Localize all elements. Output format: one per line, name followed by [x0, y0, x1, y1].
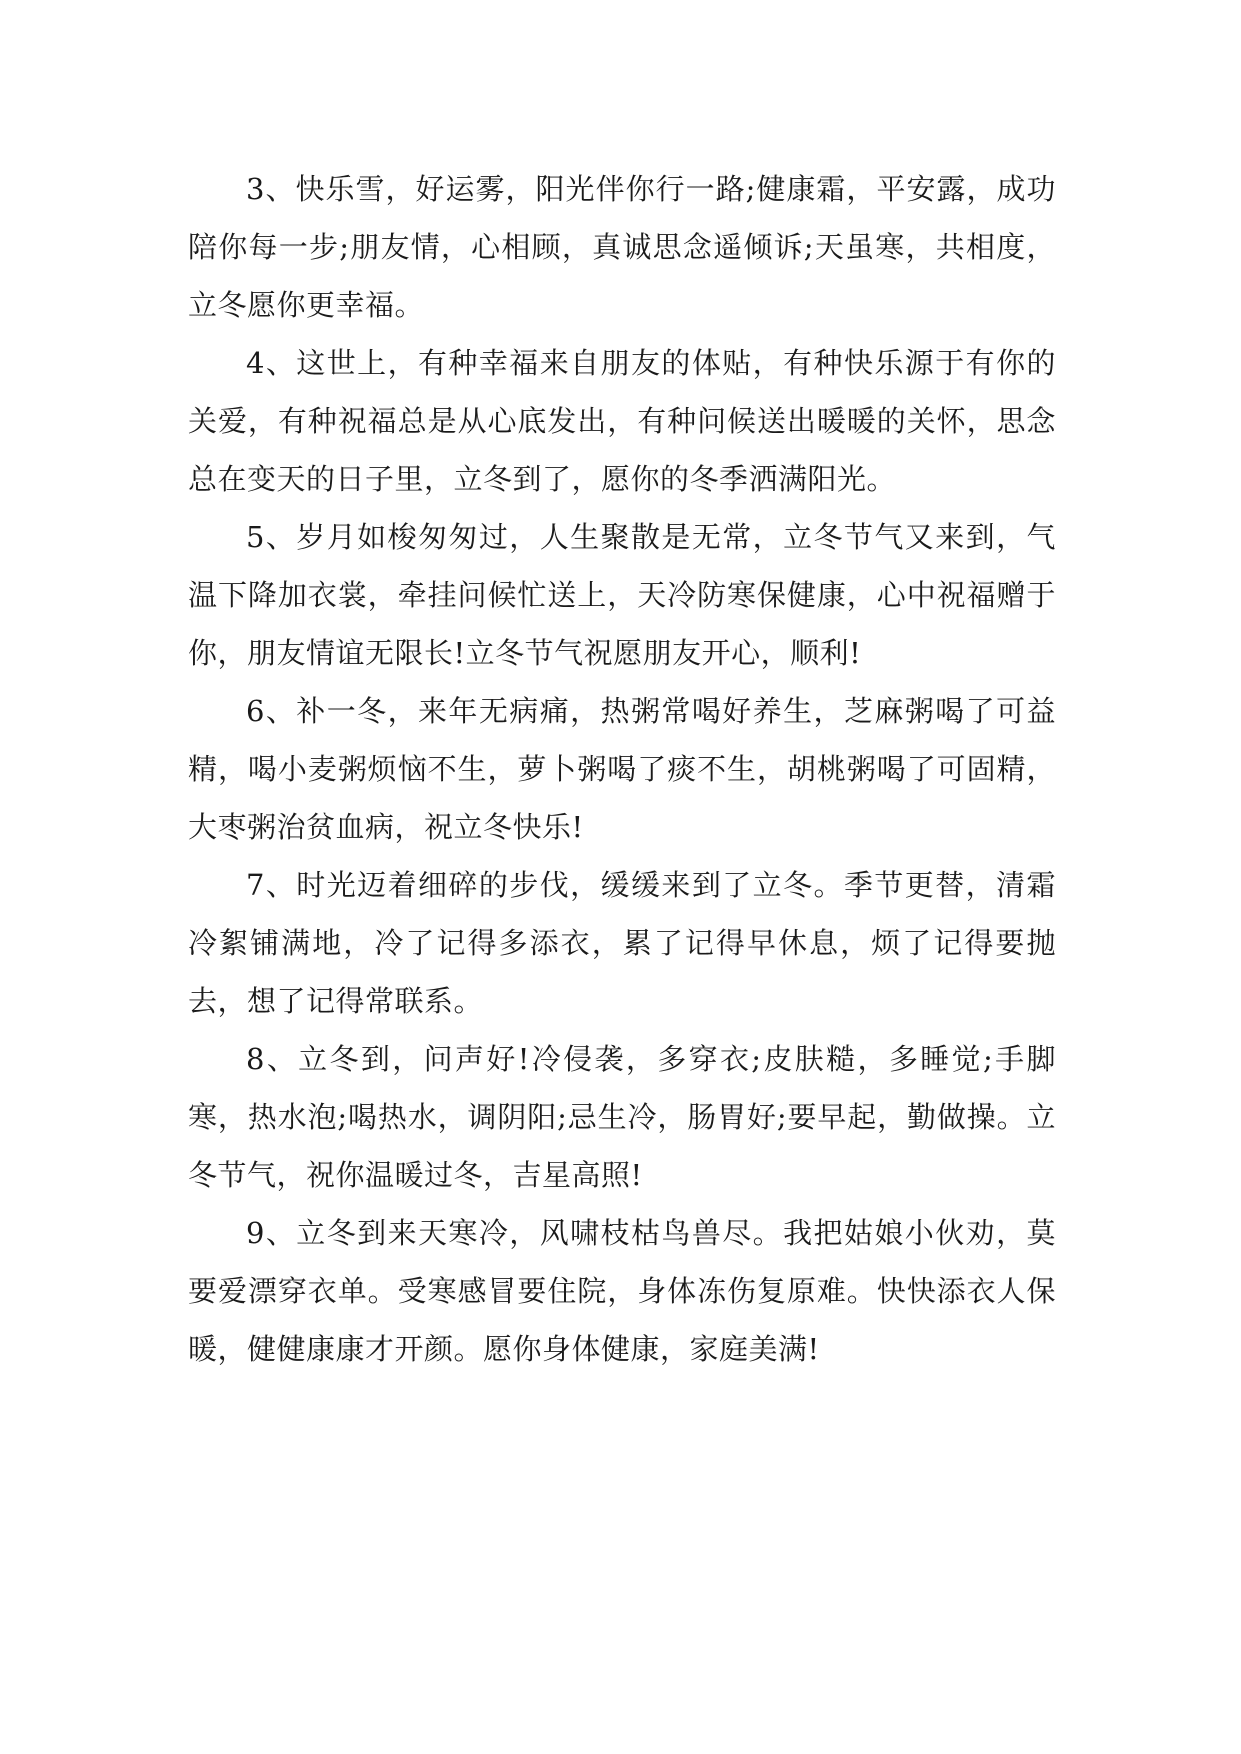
paragraph-6: 6、补一冬，来年无病痛，热粥常喝好养生，芝麻粥喝了可益精，喝小麦粥烦恼不生，萝卜粥喝了痰不生，胡桃粥喝了可固精，大枣粥治贫血病，祝立冬快乐!: [188, 694, 1056, 844]
paragraph-5: 5、岁月如梭匆匆过，人生聚散是无常，立冬节气又来到，气温下降加衣裳，牵挂问候忙送上，天冷防寒保健康，心中祝福赠于你，朋友情谊无限长!立冬节气祝愿朋友开心，顺利!: [188, 520, 1056, 670]
document-body: [188, 160, 1056, 1378]
paragraph-8: 8、立冬到，问声好!冷侵袭，多穿衣;皮肤糙，多睡觉;手脚寒，热水泡;喝热水，调阴阳;忌生冷，肠胃好;要早起，勤做操。立冬节气，祝你温暖过冬，吉星高照!: [188, 1042, 1056, 1192]
paragraph-4: 4、这世上，有种幸福来自朋友的体贴，有种快乐源于有你的关爱，有种祝福总是从心底发出，有种问候送出暖暖的关怀，思念总在变天的日子里，立冬到了，愿你的冬季洒满阳光。: [188, 346, 1056, 496]
paragraph-7: 7、时光迈着细碎的步伐，缓缓来到了立冬。季节更替，清霜冷絮铺满地，冷了记得多添衣，累了记得早休息，烦了记得要抛去，想了记得常联系。: [188, 868, 1056, 1018]
paragraph-3: 3、快乐雪，好运雾，阳光伴你行一路;健康霜，平安露，成功陪你每一步;朋友情，心相顾，真诚思念遥倾诉;天虽寒，共相度，立冬愿你更幸福。: [188, 172, 1056, 322]
paragraph-9: 9、立冬到来天寒冷，风啸枝枯鸟兽尽。我把姑娘小伙劝，莫要爱漂穿衣单。受寒感冒要住院，身体冻伤复原难。快快添衣人保暖，健健康康才开颜。愿你身体健康，家庭美满!: [188, 1216, 1056, 1366]
